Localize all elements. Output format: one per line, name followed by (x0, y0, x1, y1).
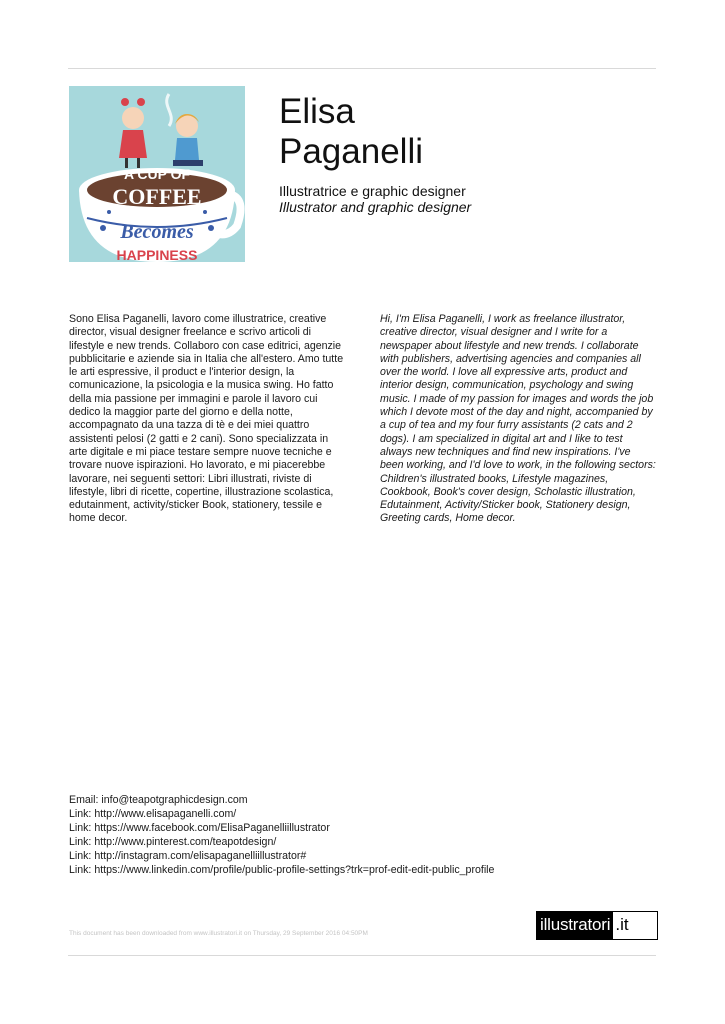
cover-illustration (69, 86, 245, 262)
bio-italian: Sono Elisa Paganelli, lavoro come illustratrice, creative director, visual designer freelance e scrivo articoli di lifestyle e new trends. Collaboro con case editrici, agenzie pubblicitarie e aziende sia in Italia che all'estero. Amo tutte le arti espressive, il product e l'interior design, la comunicazione, la psicologia e la musica swing. Ho fatto della mia passione per immagini e parole il lavoro cui dedico la maggior parte del giorno e della notte, accompagnato da una tazza di tè e dei miei quattro assistenti pelosi (2 gatti e 2 cani). Sono specializzata in arte digitale e mi piace testare sempre nuove tecniche e trovare nuove ispirazioni. Ho lavorato, e mi piacerebbe lavorare, nei seguenti settori: Libri illustrati, riviste di lifestyle, libri di ricette, copertine, illustrazione scolastica, edutainment, activity/sticker Book, stationery, tessile e home decor. (69, 313, 344, 525)
artist-last-name: Paganelli (279, 132, 423, 171)
bio-english: Hi, I'm Elisa Paganelli, I work as freelance illustrator, creative director, visual designer and I write for a newspaper about lifestyle and new trends. I collaborate with publishers, advertising agencies and companies all over the world. I love all expressive arts, product and interior design, communication, psychology and swing music. I made of my passion for images and words the job which I devote most of the day and night, accompanied by a cup of tea and my four furry assistants (2 cats and 2 dogs). I am specialized in digital art and I like to test always new techniques and find new inspirations. I've been working, and I'd love to work, in the following sectors: Children's illustrated books, Lifestyle magazines, Cookbook, Book's cover design, Scholastic illustration, Edutainment, Activity/Sticker book, Stationery design, Greeting cards, Home decor. (380, 313, 656, 525)
illustratori-logo[interactable] (536, 911, 658, 940)
contact-link-linkedin[interactable]: Link: https://www.linkedin.com/profile/public-profile-settings?trk=prof-edit-edit-public_profile (69, 864, 495, 876)
coffee-cup-illustration (69, 86, 245, 262)
contact-link-instagram[interactable]: Link: http://instagram.com/elisapaganelliillustrator# (69, 850, 307, 862)
logo-tld: .it (613, 912, 631, 939)
role-italian: Illustratrice e graphic designer (279, 183, 466, 199)
bottom-divider (68, 955, 656, 956)
contact-email[interactable]: Email: info@teapotgraphicdesign.com (69, 794, 248, 806)
artist-name (279, 92, 659, 172)
contact-link-website[interactable]: Link: http://www.elisapaganelli.com/ (69, 808, 237, 820)
contact-link-pinterest[interactable]: Link: http://www.pinterest.com/teapotdesign/ (69, 836, 277, 848)
cover-line1: A CUP OF (123, 166, 191, 182)
download-note: This document has been downloaded from www.illustratori.it on Thursday, 29 September 2016 04:50PM (69, 930, 368, 937)
cover-line3: Becomes (120, 221, 194, 243)
contact-link-facebook[interactable]: Link: https://www.facebook.com/ElisaPaganelliillustrator (69, 822, 330, 834)
contact-list (69, 793, 669, 877)
artist-first-name: Elisa (279, 92, 355, 131)
cover-line4: HAPPINESS (116, 247, 198, 262)
role-english: Illustrator and graphic designer (279, 199, 472, 215)
top-divider (68, 68, 656, 69)
cover-line2: COFFEE (112, 184, 202, 209)
logo-word: illustratori (537, 912, 613, 939)
